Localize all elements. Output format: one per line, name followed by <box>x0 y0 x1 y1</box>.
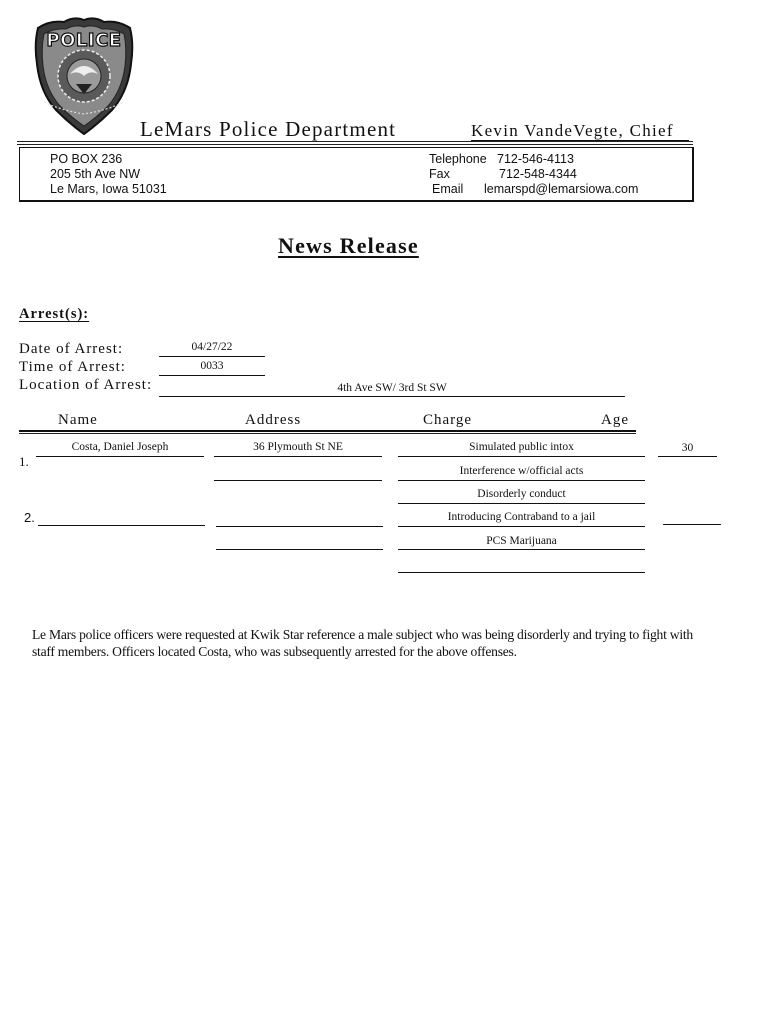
location-value: 4th Ave SW/ 3rd St SW <box>337 382 447 394</box>
row-2-name-underline <box>38 525 205 526</box>
date-label: Date of Arrest: <box>19 341 124 357</box>
row-1-address-underline <box>214 456 382 457</box>
charge-5-underline <box>398 549 645 550</box>
charge-1-underline <box>398 456 645 457</box>
address-line-3: Le Mars, Iowa 51031 <box>50 182 167 196</box>
column-header-address: Address <box>245 412 302 428</box>
table-header-rule-2 <box>19 433 636 434</box>
charge-5: PCS Marijuana <box>486 535 557 547</box>
telephone-value: 712-546-4113 <box>497 152 574 166</box>
location-underline <box>159 396 625 397</box>
document-title: News Release <box>278 233 419 258</box>
fax-value: 712-548-4344 <box>499 167 577 181</box>
time-underline <box>159 375 265 376</box>
row-1-name-underline <box>36 456 204 457</box>
email-label: Email <box>432 182 464 196</box>
charge-2: Interference w/official acts <box>459 465 584 477</box>
arrests-heading: Arrest(s): <box>19 306 90 322</box>
address-line-2: 205 5th Ave NW <box>50 167 141 181</box>
email-row <box>429 182 669 197</box>
row-1-age-underline <box>658 456 717 457</box>
address-block <box>50 152 167 197</box>
row-2-address-underline <box>216 526 383 527</box>
row-1-number: 1. <box>19 454 29 469</box>
column-header-charge: Charge <box>423 412 473 428</box>
column-header-name: Name <box>58 412 98 428</box>
row-2-address-line-2 <box>216 549 383 550</box>
charge-3-underline <box>398 503 645 504</box>
fax-label: Fax <box>429 167 450 181</box>
address-line-1: PO BOX 236 <box>50 152 123 166</box>
column-header-age: Age <box>601 412 629 428</box>
header-rule-top <box>17 141 693 142</box>
header-rule-bottom <box>17 144 693 145</box>
time-label: Time of Arrest: <box>19 359 126 375</box>
row-2-number: 2. <box>24 510 35 525</box>
table-header-rule <box>19 430 636 432</box>
badge-text: POLICE <box>46 30 122 51</box>
row-1-address: 36 Plymouth St NE <box>253 441 343 453</box>
row-1-address-line-2 <box>214 480 382 481</box>
time-value: 0033 <box>200 360 224 372</box>
charge-2-underline <box>398 480 645 481</box>
charge-6-underline <box>398 572 645 573</box>
telephone-label: Telephone <box>429 152 487 166</box>
charge-4-underline <box>398 526 645 527</box>
row-2-age-underline <box>663 524 721 525</box>
contact-block <box>429 152 669 197</box>
police-badge-icon <box>30 14 138 136</box>
charge-3: Disorderly conduct <box>477 488 566 500</box>
row-1-name: Costa, Daniel Joseph <box>71 441 169 453</box>
narrative-text: Le Mars police officers were requested at Kwik Star reference a male subject who was being disorderly and trying to fight with staff members. Officers located Costa, who was subsequently arrested for the above offenses. <box>32 627 693 659</box>
date-underline <box>159 356 265 357</box>
chief-name: Kevin VandeVegte, Chief <box>471 121 674 140</box>
row-1-age: 30 <box>681 442 694 454</box>
charge-1: Simulated public intox <box>469 441 574 453</box>
fax-row <box>429 167 669 182</box>
date-value: 04/27/22 <box>191 341 233 353</box>
police-badge-graphic <box>30 14 138 136</box>
telephone-row <box>429 152 669 167</box>
department-name: LeMars Police Department <box>140 117 397 141</box>
email-value: lemarspd@lemarsiowa.com <box>484 182 639 196</box>
charge-4: Introducing Contraband to a jail <box>447 511 596 523</box>
location-label: Location of Arrest: <box>19 377 153 393</box>
